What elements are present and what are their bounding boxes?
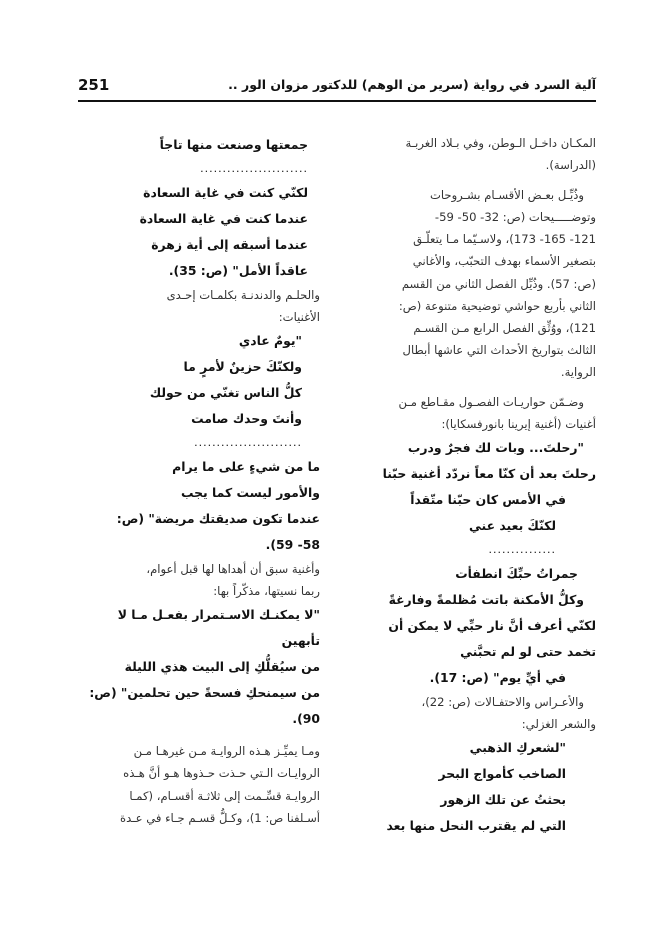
paragraph-line: المكـان داخـل الـوطن، وفي بـلاد الغربـة bbox=[405, 136, 596, 150]
paragraph-line: بتصغير الأسماء بهدف التحبّب، والأغاني bbox=[412, 254, 596, 269]
verse-line: عندما أسبقه إلى أية زهرة bbox=[151, 237, 308, 252]
verse-line: لكنّي أعرف أنَّ نار حبِّي لا يمكن أن bbox=[388, 618, 596, 634]
verse-line: في الأمس كان حبّنا متّقداً bbox=[410, 492, 566, 508]
verse-line: 90). bbox=[292, 711, 320, 727]
paragraph-line: ومـا يميِّـز هـذه الروايـة مـن غيرهـا مـن bbox=[133, 744, 320, 759]
verse-line: رحلتَ بعد أن كنّا معاً نردّد أغنية حبّنا bbox=[382, 466, 596, 482]
paragraph-line: والشعر الغزلي: bbox=[521, 717, 596, 732]
right-column bbox=[348, 132, 596, 839]
verse-line: كلُّ الناس تغنّي من حولك bbox=[149, 385, 302, 401]
verse-line: "يومٌ عادي bbox=[238, 333, 302, 349]
page-number: 251 bbox=[78, 76, 110, 94]
paragraph-line: الأغنيات: bbox=[278, 310, 320, 325]
page-header bbox=[78, 74, 596, 96]
paragraph-line: وتوضـــــيحات (ص: 32- 50- 59- bbox=[434, 210, 596, 225]
verse-line: التي لم يقترب النحل منها بعد bbox=[386, 818, 566, 834]
left-column bbox=[89, 132, 320, 829]
paragraph-line: 121)، ووُثِّق الفصل الرابع مـن القسـم bbox=[413, 320, 596, 335]
verse-line: في أيِّ يوم" (ص: 17). bbox=[429, 670, 566, 686]
verse-line: لكنّي كنت في غاية السعادة bbox=[143, 185, 308, 200]
paragraph-line: والأعـراس والاحتفـالات (ص: 22)، bbox=[421, 695, 584, 710]
paragraph-line: الروايـة قسِّـمت إلى ثلاثـة أقسـام، (كمـا bbox=[129, 788, 320, 803]
header-rule bbox=[78, 100, 596, 102]
verse-line: تأبهين bbox=[281, 633, 320, 649]
verse-line: جمراتُ حبِّكَ انطفأت bbox=[455, 566, 578, 582]
paragraph-line: 121- 165- 173)، ولاسـيّما مـا يتعلّـق bbox=[413, 232, 596, 247]
verse-line: الصاخب كأمواج البحر bbox=[438, 766, 566, 782]
verse-line: عندما تكون صديقتك مريضة" (ص: bbox=[116, 511, 320, 527]
paragraph-line: وأغنية سبق أن أهداها لها قبل أعوام، bbox=[146, 562, 320, 577]
paragraph-line: (الدراسة). bbox=[545, 158, 596, 173]
verse-line: عندما كنت في غاية السعادة bbox=[139, 211, 308, 226]
verse-line: من سيُقلُّكِ إلى البيت هذي الليلة bbox=[124, 659, 320, 675]
verse-line: لكنّكَ بعيد عني bbox=[468, 518, 556, 534]
verse-line: "لشعركِ الذهبي bbox=[469, 740, 566, 756]
paragraph-line: والحلـم والدندنـة بكلمـات إحـدى bbox=[166, 288, 320, 302]
verse-line: عاقداً الأمل" (ص: 35). bbox=[168, 263, 308, 278]
verse-line: بحثتُ عن تلك الزهور bbox=[440, 792, 566, 808]
dotted-separator: ........................ bbox=[200, 162, 308, 175]
verse-line: والأمور ليست كما يجب bbox=[181, 485, 320, 501]
verse-line: "رحلتَ... وبات لك فجرٌ ودرب bbox=[407, 440, 584, 456]
paragraph-line: أسـلفنا ص: 1)، وكـلُّ قسـم جـاء في عـدة bbox=[120, 810, 320, 825]
dotted-separator: ............... bbox=[488, 543, 556, 557]
paragraph-line: الروايـات الـتي حـذت حـذوها هـو أنَّ هـذه bbox=[123, 766, 320, 781]
verse-line: جمعتها وصنعت منها تاجاً bbox=[159, 137, 308, 152]
paragraph-line: وذُيِّـل بعـض الأقسـام بشـروحات bbox=[429, 188, 584, 203]
running-title: آلية السرد في رواية (سرير من الوهم) للدكتور مزوان الور .. bbox=[228, 77, 596, 92]
verse-line: وكلُّ الأمكنة باتت مُظلمةً وفارغةً bbox=[388, 592, 584, 608]
paragraph-line: (ص: 57). وذُيِّل الفصل الثاني من القسم bbox=[401, 276, 596, 291]
paragraph-line: أغنيات (أغنية إيرينا بانورفسكايا): bbox=[441, 417, 596, 432]
paragraph-line: وضـمّن حواريـات الفصـول مقـاطع مـن bbox=[398, 395, 584, 410]
paragraph-line: ربما نسيتها، مذكّراً بها: bbox=[213, 584, 320, 599]
dotted-separator: ........................ bbox=[194, 436, 302, 450]
paragraph-line: الثالث بتواريخ الأحداث التي عاشها أبطال bbox=[402, 342, 596, 357]
verse-line: 58- 59). bbox=[265, 537, 320, 553]
verse-line: من سيمنحكِ فسحةً حين تحلمين" (ص: bbox=[89, 685, 320, 701]
paragraph-line: الرواية. bbox=[560, 364, 596, 379]
verse-line: ولكنّكَ حزينٌ لأمرٍ ما bbox=[183, 359, 302, 375]
verse-line: "لا يمكنـك الاسـتمرار بفعـل مـا لا bbox=[117, 607, 320, 623]
paragraph-line: الثاني بأربع حواشي توضيحية متنوعة (ص: bbox=[398, 298, 596, 313]
verse-line: وأنتَ وحدك صامت bbox=[191, 411, 302, 427]
verse-line: تخمد حتى لو لم تحبَّني bbox=[460, 644, 596, 660]
verse-line: ما من شيءٍ على ما يرام bbox=[172, 459, 320, 475]
